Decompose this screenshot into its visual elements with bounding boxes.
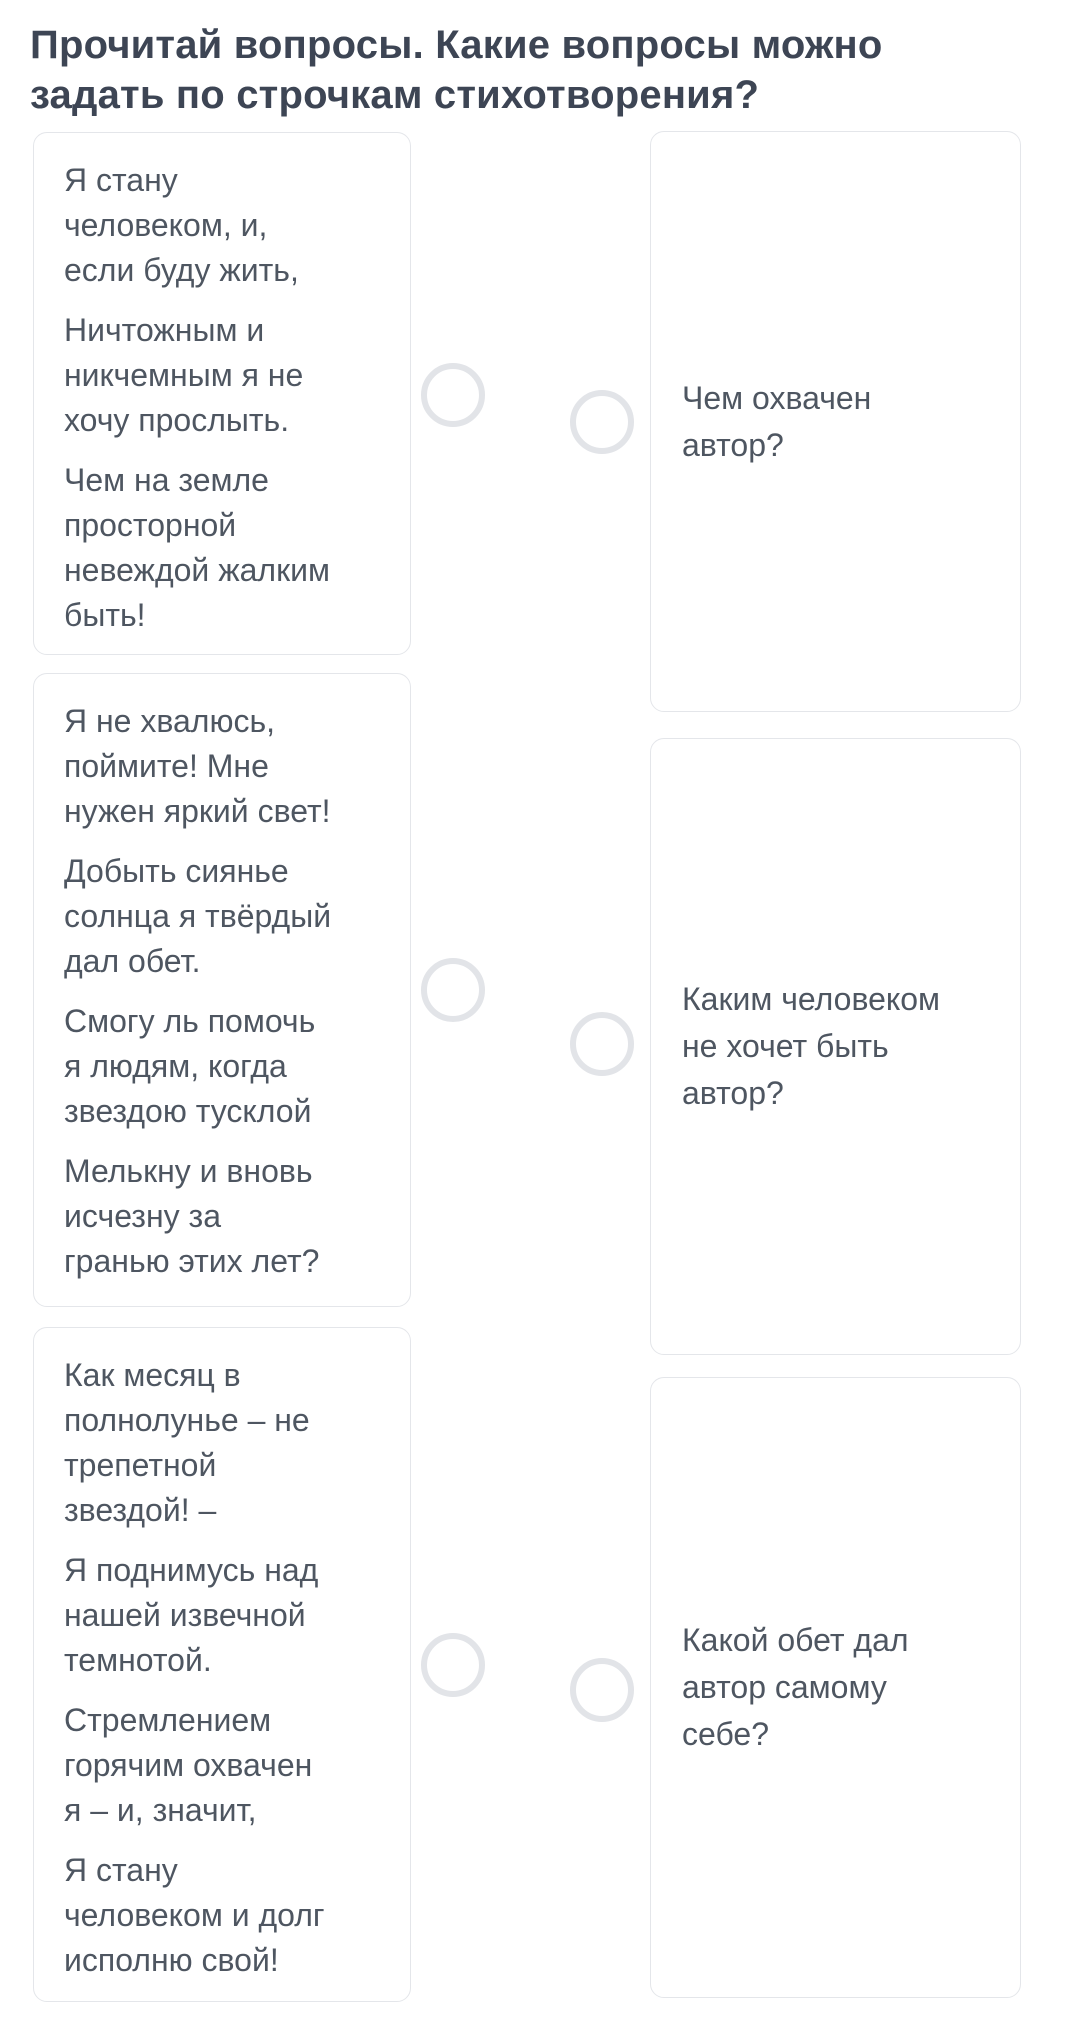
connector-circle-right-1[interactable]: [570, 390, 634, 454]
poem-paragraph: [64, 999, 392, 1134]
poem-line: человеком, и,: [64, 207, 268, 243]
poem-line: трепетной: [64, 1447, 217, 1483]
connector-circle-right-2[interactable]: [570, 1012, 634, 1076]
connector-circle-right-3[interactable]: [570, 1658, 634, 1722]
question-line: не хочет быть: [682, 1028, 889, 1064]
poem-paragraph: [64, 849, 392, 984]
question-text: [682, 375, 1002, 469]
question-card-1[interactable]: [650, 131, 1021, 712]
poem-line: дал обет.: [64, 943, 201, 979]
poem-line: Ничтожным и: [64, 312, 265, 348]
poem-line: горячим охвачен: [64, 1747, 313, 1783]
question-card-2[interactable]: [650, 738, 1021, 1355]
poem-paragraph: [64, 1548, 392, 1683]
poem-paragraph: [64, 699, 392, 834]
poem-paragraph: [64, 1149, 392, 1284]
poem-line: невеждой жалким: [64, 552, 330, 588]
poem-line: я людям, когда: [64, 1048, 287, 1084]
question-line: автор?: [682, 426, 784, 463]
poem-line: Стремлением: [64, 1702, 272, 1738]
question-line: автор самому: [682, 1669, 887, 1705]
question-text: [682, 976, 1002, 1117]
question-card-3[interactable]: [650, 1377, 1021, 1998]
poem-line: Я стану: [64, 162, 178, 198]
question-line: Каким человеком: [682, 981, 941, 1017]
poem-line: звездою тусклой: [64, 1093, 312, 1129]
question-line: Какой обет дал: [682, 1622, 909, 1658]
poem-card-3[interactable]: [33, 1327, 411, 2002]
poem-line: темнотой.: [64, 1642, 212, 1678]
poem-line: Чем на земле: [64, 462, 269, 498]
poem-line: просторной: [64, 507, 237, 543]
poem-paragraph: [64, 1848, 392, 1983]
poem-line: Добыть сиянье: [64, 853, 289, 889]
poem-paragraph: [64, 458, 392, 638]
poem-paragraph: [64, 1353, 392, 1533]
question-line: автор?: [682, 1075, 784, 1111]
poem-line: нашей извечной: [64, 1597, 306, 1633]
poem-line: быть!: [64, 597, 146, 633]
poem-line: хочу прослыть.: [64, 402, 290, 438]
poem-paragraph: [64, 1698, 392, 1833]
poem-line: исполню свой!: [64, 1942, 279, 1978]
poem-line: Я стану: [64, 1852, 178, 1888]
poem-line: я – и, значит,: [64, 1792, 257, 1828]
poem-line: полнолунье – не: [64, 1402, 310, 1438]
matching-board: [0, 131, 1067, 2016]
poem-line: Как месяц в: [64, 1357, 241, 1393]
poem-paragraph: [64, 158, 392, 293]
poem-line: человеком и долг: [64, 1897, 325, 1933]
poem-line: никчемным я не: [64, 357, 304, 393]
poem-line: Смогу ль помочь: [64, 1003, 316, 1039]
poem-line: гранью этих лет?: [64, 1243, 320, 1279]
question-line: Чем охвачен: [682, 379, 872, 416]
connector-circle-left-2[interactable]: [421, 958, 485, 1022]
poem-card-2[interactable]: [33, 673, 411, 1307]
poem-line: поймите! Мне: [64, 748, 269, 784]
poem-line: Я поднимусь над: [64, 1552, 319, 1588]
page-title-line: Прочитай вопросы. Какие вопросы можно: [30, 23, 883, 67]
poem-line: нужен яркий свет!: [64, 793, 331, 829]
connector-circle-left-3[interactable]: [421, 1633, 485, 1697]
poem-line: звездой! –: [64, 1492, 217, 1528]
question-text: [682, 1617, 1002, 1758]
poem-card-1[interactable]: [33, 132, 411, 655]
poem-line: солнца я твёрдый: [64, 898, 332, 934]
page-title: [30, 20, 883, 120]
poem-paragraph: [64, 308, 392, 443]
connector-circle-left-1[interactable]: [421, 363, 485, 427]
poem-line: если буду жить,: [64, 252, 299, 288]
poem-line: Я не хвалюсь,: [64, 703, 276, 739]
poem-line: Мелькну и вновь: [64, 1153, 313, 1189]
poem-line: исчезну за: [64, 1198, 221, 1234]
question-line: себе?: [682, 1716, 769, 1752]
page-title-line: задать по строчкам стихотворения?: [30, 73, 760, 117]
